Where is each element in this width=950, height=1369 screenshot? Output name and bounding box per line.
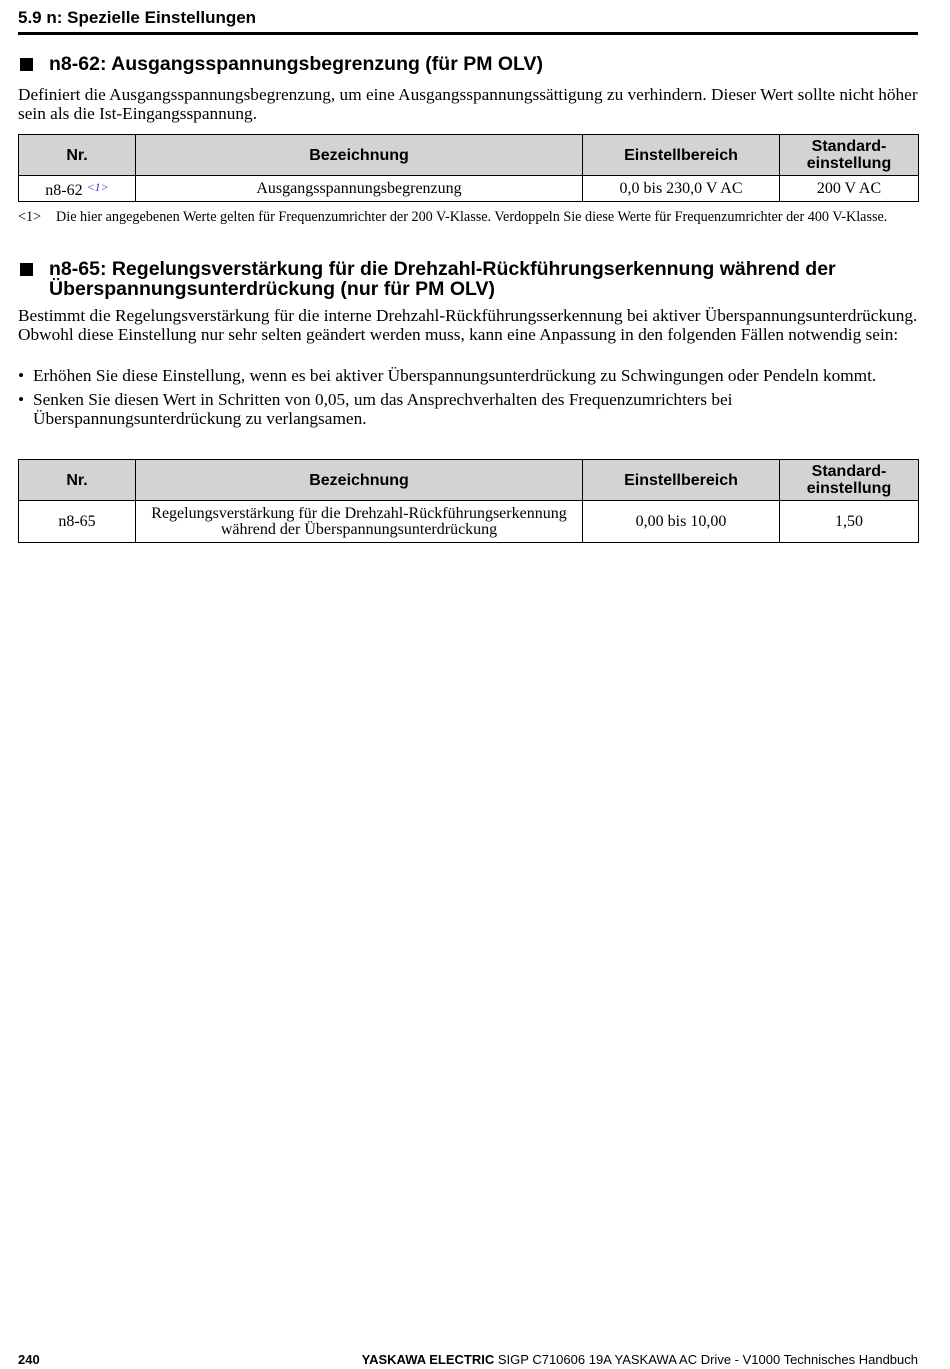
list-item <box>18 366 923 385</box>
footnote-text: Die hier angegebenen Werte gelten für Frequenzumrichter der 200 V-Klasse. Verdoppeln Sie diese Werte für Frequenzumrichter der 400 V-Klasse. <box>56 209 888 225</box>
table-header-row <box>19 460 919 501</box>
cell-name: Regelungsverstärkung für die Drehzahl-Rückführungserkennung während der Überspannungsunterdrückung <box>136 501 583 543</box>
table-header-row <box>19 135 919 176</box>
page-number: 240 <box>18 1352 40 1367</box>
cell-default: 1,50 <box>780 501 919 543</box>
n8-65-parameter-table <box>18 459 919 543</box>
cell-nr: n8-65 <box>19 501 136 543</box>
footer-brand: YASKAWA ELECTRIC <box>361 1352 495 1367</box>
footer-doc-info <box>362 1352 918 1368</box>
param-number: n8-62 <box>45 181 83 199</box>
col-header-name: Bezeichnung <box>136 460 583 501</box>
footnote-ref-link[interactable]: <1> <box>86 179 109 194</box>
n8-65-bullet-list <box>18 366 923 433</box>
bullet-text: Erhöhen Sie diese Einstellung, wenn es bei aktiver Überspannungsunterdrückung zu Schwingungen oder Pendeln kommt. <box>33 366 877 385</box>
cell-range: 0,0 bis 230,0 V AC <box>583 176 780 202</box>
col-header-nr: Nr. <box>19 460 136 501</box>
n8-62-parameter-table <box>18 134 919 202</box>
col-header-nr: Nr. <box>19 135 136 176</box>
list-item <box>18 390 923 428</box>
bullet-text: Senken Sie diesen Wert in Schritten von 0,05, um das Ansprechverhalten des Frequenzumrichters bei Überspannungsunterdrückung zu verlangsamen. <box>33 390 733 428</box>
footnote-mark: <1> <box>18 209 42 225</box>
col-header-default: Standard- einstellung <box>780 460 919 501</box>
bullet-dot-icon: • <box>18 390 25 409</box>
cell-name: Ausgangsspannungsbegrenzung <box>136 176 583 202</box>
footer-doc-title: SIGP C710606 19A YASKAWA AC Drive - V1000 Technisches Handbuch <box>497 1352 918 1367</box>
n8-62-heading <box>18 54 918 74</box>
table-row <box>19 176 919 202</box>
col-header-name: Bezeichnung <box>136 135 583 176</box>
n8-65-description: Bestimmt die Regelungsverstärkung für die interne Drehzahl-Rückführungsserkennung bei aktiver Überspannungsunterdrückung. Obwohl diese Einstellung nur sehr selten geändert werden muss, kann eine Anpassung in den folgenden Fällen notwendig sein: <box>18 306 918 344</box>
cell-range: 0,00 bis 10,00 <box>583 501 780 543</box>
col-header-range: Einstellbereich <box>583 460 780 501</box>
col-header-range: Einstellbereich <box>583 135 780 176</box>
n8-65-title: n8-65: Regelungsverstärkung für die Drehzahl-Rückführungserkennung während der Überspannungsunterdrückung (nur für PM OLV) <box>49 258 836 300</box>
heading-square-icon <box>20 58 33 71</box>
footnote <box>18 208 918 226</box>
bullet-dot-icon: • <box>18 366 25 385</box>
section-header: 5.9 n: Spezielle Einstellungen <box>18 8 918 35</box>
col-header-default: Standard- einstellung <box>780 135 919 176</box>
n8-62-description: Definiert die Ausgangsspannungsbegrenzung, um eine Ausgangsspannungssättigung zu verhindern. Dieser Wert sollte nicht höher sein als die Ist-Eingangsspannung. <box>18 85 918 123</box>
cell-default: 200 V AC <box>780 176 919 202</box>
n8-65-heading <box>18 259 918 299</box>
table-row <box>19 501 919 543</box>
heading-square-icon <box>20 263 33 276</box>
n8-62-title: n8-62: Ausgangsspannungsbegrenzung (für PM OLV) <box>49 53 544 75</box>
cell-nr <box>19 176 136 202</box>
